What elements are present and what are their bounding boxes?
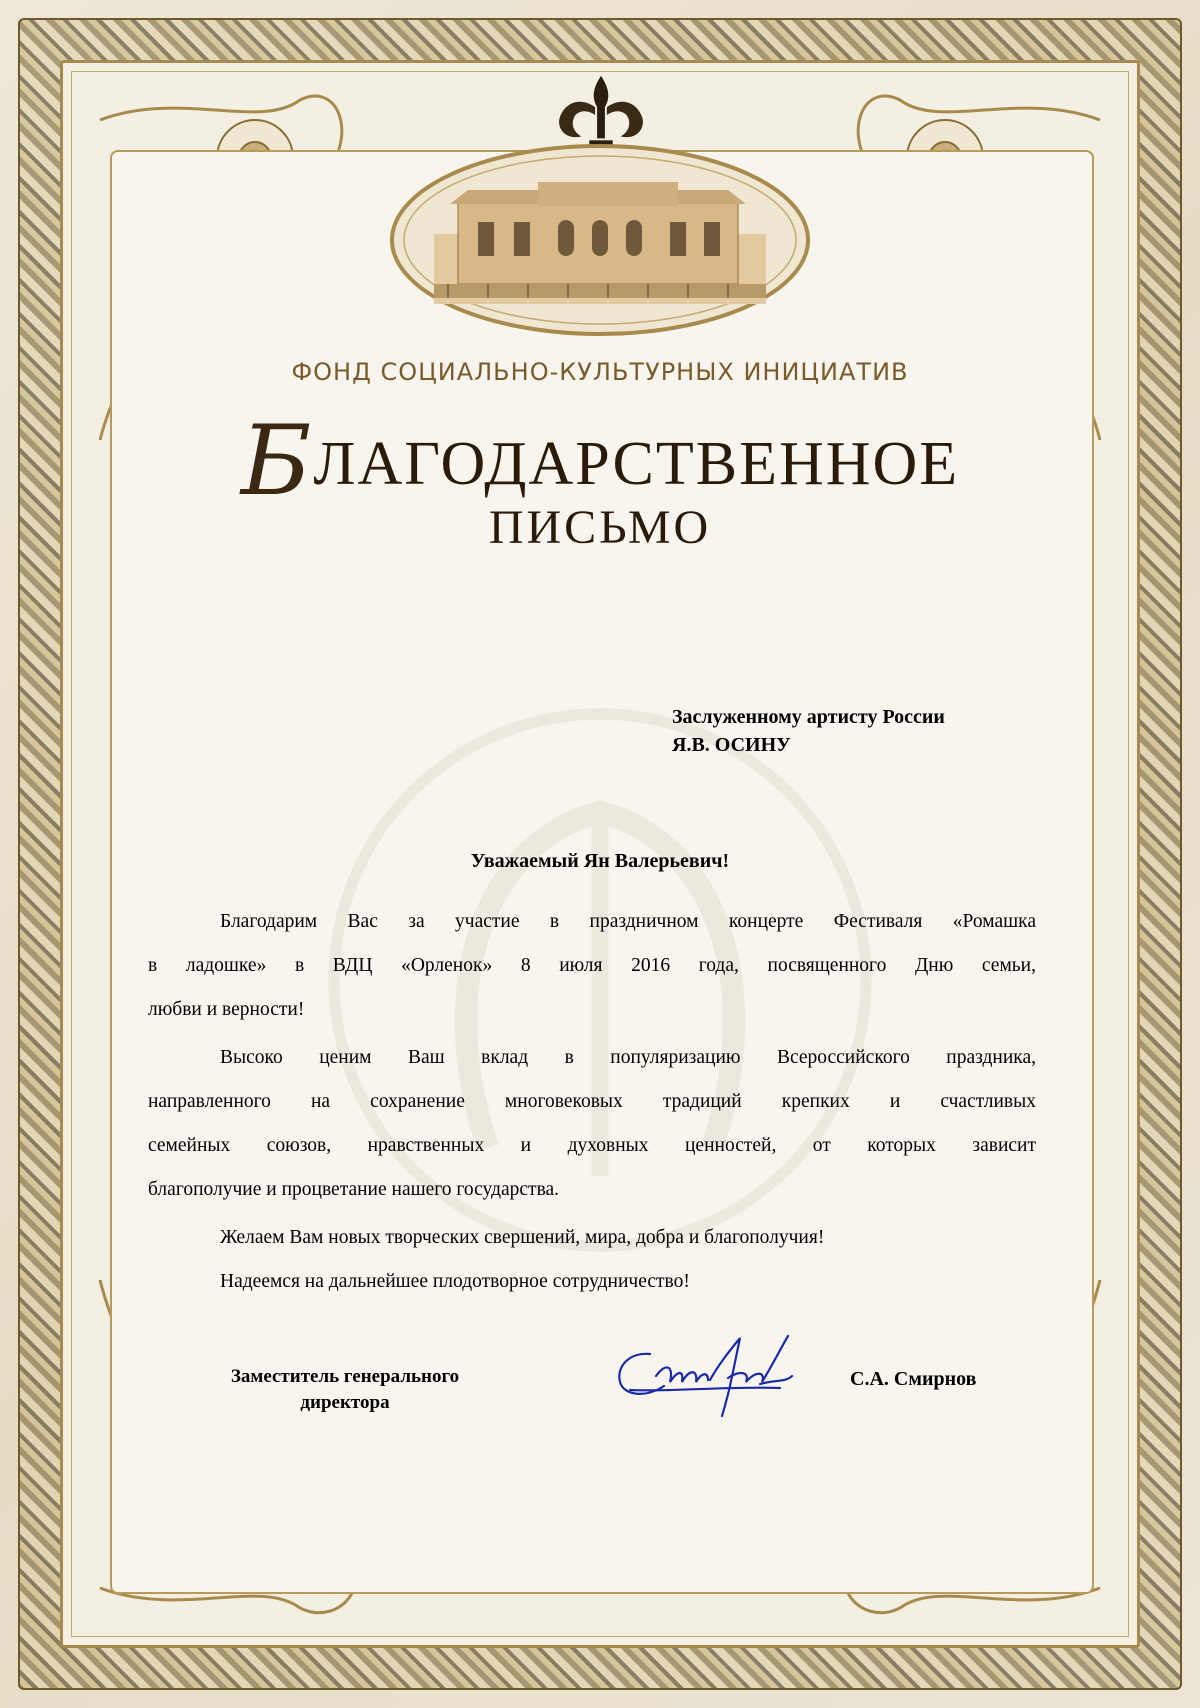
signer-position-line-1: Заместитель генерального — [230, 1366, 460, 1387]
paragraph-2 — [148, 1036, 1036, 1212]
paragraph-3 — [148, 1216, 1036, 1260]
building-medallion — [388, 142, 812, 338]
paragraph-4 — [148, 1260, 1036, 1304]
paragraph-2-line-3: семейных союзов, нравственных и духовных ценностей, от которых зависит — [148, 1135, 1036, 1156]
paragraph-2-line-4: благополучие и процветание нашего государства. — [148, 1179, 560, 1200]
signer-position-line-2: директора — [300, 1392, 390, 1413]
paragraph-1 — [148, 900, 1036, 1032]
paragraph-2-line-1: Высоко ценим Ваш вклад в популяризацию Всероссийского праздника, — [220, 1047, 1036, 1068]
certificate-title-line2: ПИСЬМО — [488, 501, 712, 554]
recipient-name: Я.В. ОСИНУ — [672, 734, 791, 756]
paragraph-3-line: Желаем Вам новых творческих свершений, мира, добра и благополучия! — [220, 1227, 825, 1248]
organization-name: ФОНД СОЦИАЛЬНО-КУЛЬТУРНЫХ ИНИЦИАТИВ — [291, 358, 909, 386]
paragraph-1-line-1: Благодарим Вас за участие в праздничном концерте Фестиваля «Ромашка — [220, 911, 1036, 932]
signer-name: С.А. Смирнов — [850, 1368, 977, 1390]
paragraph-1-line-2: в ладошке» в ВДЦ «Орленок» 8 июля 2016 года, посвященного Дню семьи, — [148, 955, 1036, 976]
greeting: Уважаемый Ян Валерьевич! — [470, 850, 730, 872]
paragraph-1-line-3: любви и верности! — [148, 999, 305, 1020]
title-initial: Б — [240, 405, 314, 517]
title-rest: ЛАГОДАРСТВЕННОЕ — [313, 430, 960, 498]
handwritten-signature — [610, 1326, 810, 1422]
recipient-title: Заслуженному артисту России — [672, 706, 945, 728]
paragraph-4-line: Надеемся на дальнейшее плодотворное сотрудничество! — [220, 1271, 690, 1292]
paragraph-2-line-2: направленного на сохранение многовековых традиций крепких и счастливых — [148, 1091, 1036, 1112]
signer-position — [185, 1364, 505, 1416]
